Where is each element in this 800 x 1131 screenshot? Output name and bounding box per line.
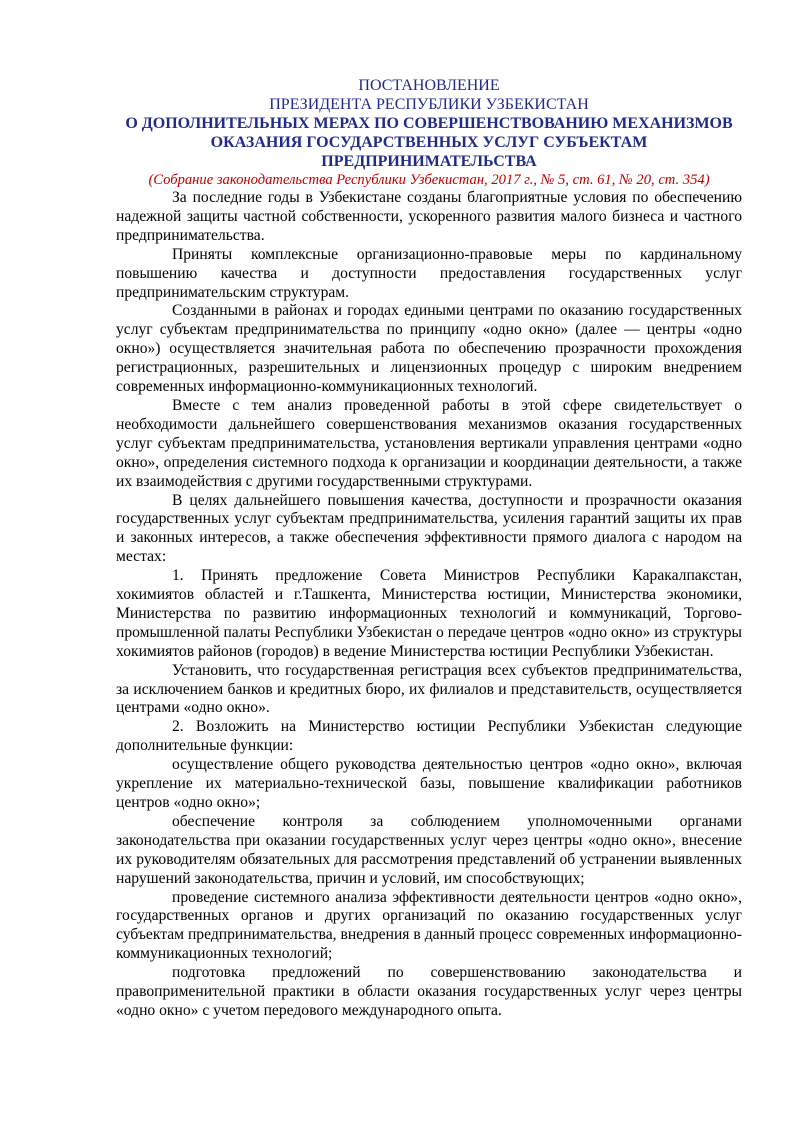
document-title-line-2: ОКАЗАНИЯ ГОСУДАРСТВЕННЫХ УСЛУГ СУБЪЕКТАМ: [210, 134, 648, 151]
document-issuer: ПРЕЗИДЕНТА РЕСПУБЛИКИ УЗБЕКИСТАН: [269, 96, 589, 113]
source-note: (Собрание законодательства Республики Узбекистан, 2017 г., № 5, ст. 61, № 20, ст. 354): [148, 172, 710, 188]
paragraph: Приняты комплексные организационно-правовые меры по кардинальному повышению качества и доступности предоставления государственных услуг предпринимательским структурам.: [116, 245, 742, 301]
paragraph-item-2: 2. Возложить на Министерство юстиции Республики Узбекистан следующие дополнительные функции:: [116, 718, 742, 755]
document-body: [116, 189, 742, 1021]
function-item: обеспечение контроля за соблюдением уполномоченными органами законодательства при оказании государственных услуг через центры «одно окно», внесение их руководителям обязательных для рассмотрения представлений об устранении выявленных нарушений законодательства, причин и условий, им способствующих;: [116, 812, 742, 887]
paragraph: Созданными в районах и городах едиными центрами по оказанию государственных услуг субъектам предпринимательства по принципу «одно окно» (далее — центры «одно окно») осуществляется значительная работа по обеспечению прозрачности прохождения регистрационных, разрешительных и лицензионных процедур с широким внедрением современных информационно-коммуникационных технологий.: [116, 302, 742, 396]
function-item: подготовка предложений по совершенствованию законодательства и правоприменительной практики в области оказания государственных услуг через центры «одно окно» с учетом передового международного опыта.: [116, 964, 742, 1019]
function-item: осуществление общего руководства деятельностью центров «одно окно», включая укрепление их материально-технической базы, повышение квалификации работников центров «одно окно»;: [116, 756, 742, 811]
document-page: [116, 76, 742, 1021]
paragraph-item-1: 1. Принять предложение Совета Министров Республики Каракалпакстан, хокимиятов областей и г.Ташкента, Министерства юстиции, Министерства экономики, Министерства по развитию информационных технологий и коммуникаций, Торгово-промышленной палаты Республики Узбекистан о передаче центров «одно окно» из структуры хокимиятов районов (городов) в ведение Министерства юстиции Республики Узбекистан.: [116, 567, 742, 660]
paragraph: Установить, что государственная регистрация всех субъектов предпринимательства, за исключением банков и кредитных бюро, их филиалов и представительств, осуществляется центрами «одно окно».: [116, 661, 742, 717]
paragraph: За последние годы в Узбекистане созданы благоприятные условия по обеспечению надежной защиты частной собственности, ускоренного развития малого бизнеса и частного предпринимательства.: [116, 189, 742, 244]
paragraph: В целях дальнейшего повышения качества, доступности и прозрачности оказания государственных услуг субъектам предпринимательства, усиления гарантий защиты их прав и законных интересов, а также обеспечения эффективности прямого диалога с народом на местах:: [116, 491, 742, 566]
document-title-line-3: ПРЕДПРИНИМАТЕЛЬСТВА: [321, 153, 537, 170]
document-type: ПОСТАНОВЛЕНИЕ: [358, 77, 500, 94]
paragraph: Вместе с тем анализ проведенной работы в этой сфере свидетельствует о необходимости дальнейшего совершенствования механизмов оказания государственных услуг субъектам предпринимательства, установления вертикали управления центрами «одно окно», определения системного подхода к организации и координации деятельности, а также их взаимодействия с другими государственными структурами.: [116, 396, 742, 490]
function-item: проведение системного анализа эффективности деятельности центров «одно окно», государственных органов и других организаций по оказанию государственных услуг субъектам предпринимательства, внедрения в данный процесс современных информационно-коммуникационных технологий;: [116, 888, 742, 963]
document-heading: [116, 76, 742, 189]
document-title-line-1: О ДОПОЛНИТЕЛЬНЫХ МЕРАХ ПО СОВЕРШЕНСТВОВАНИЮ МЕХАНИЗМОВ: [125, 115, 733, 132]
